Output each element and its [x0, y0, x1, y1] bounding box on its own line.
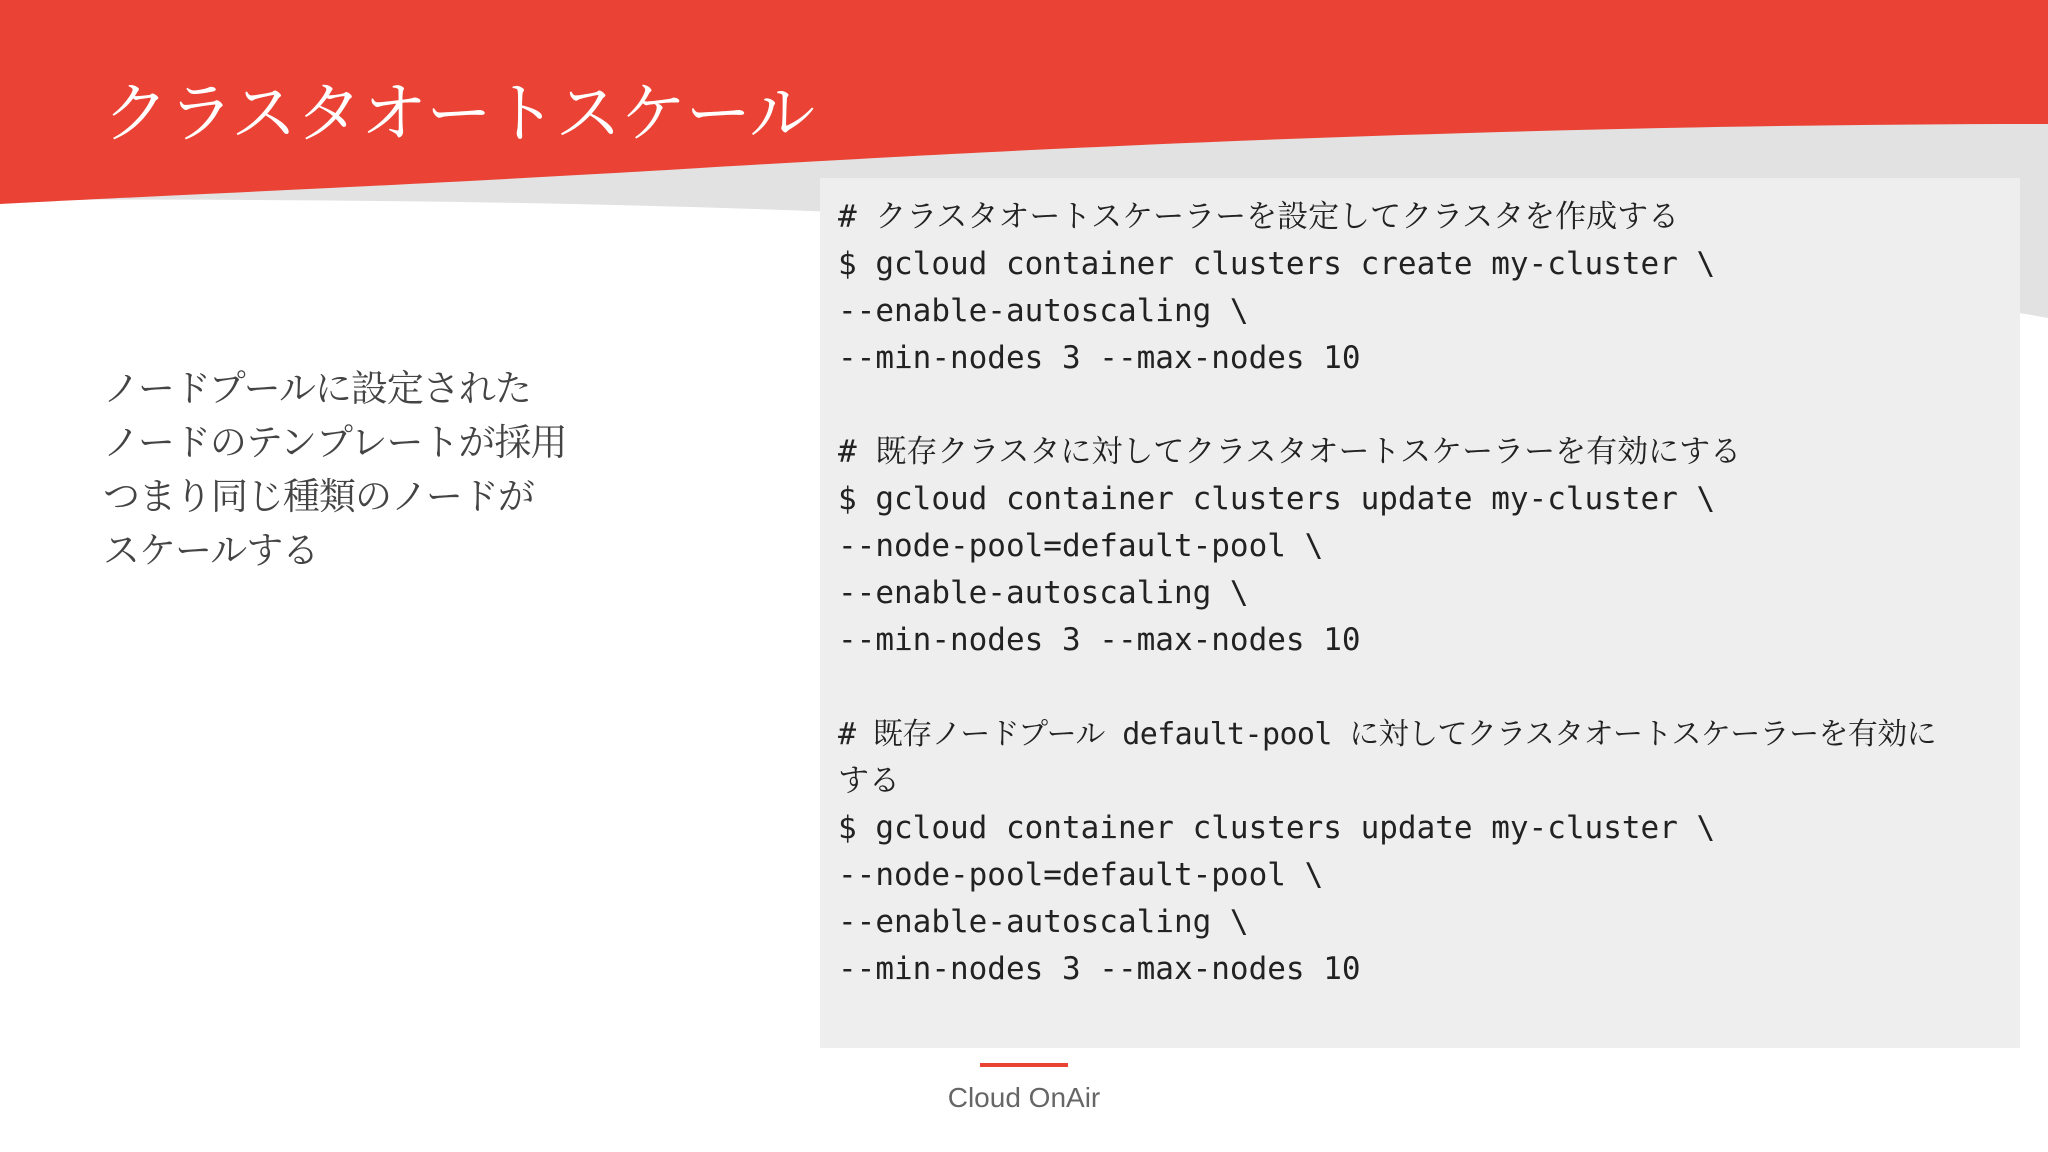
code-line: # クラスタオートスケーラーを設定してクラスタを作成する: [838, 199, 1680, 235]
body-text: [103, 362, 723, 578]
code-block: [820, 178, 2020, 1048]
code-line: --node-pool=default-pool \: [838, 528, 1324, 564]
code-line-blank: [838, 664, 2002, 711]
code-line: --enable-autoscaling \: [838, 575, 1249, 611]
slide-title: クラスタオートスケール: [103, 75, 815, 152]
body-line: ノードプールに設定された: [103, 367, 531, 410]
body-line: ノードのテンプレートが採用: [103, 421, 567, 464]
code-line: # 既存ノードプール default-pool に対してクラスタオートスケーラーを有効に: [838, 717, 1937, 752]
code-line: --enable-autoscaling \: [838, 293, 1249, 329]
code-line-blank: [838, 382, 2002, 429]
code-line: --enable-autoscaling \: [838, 904, 1249, 940]
code-line: する: [838, 763, 900, 799]
footer-brand: Cloud OnAir: [947, 1082, 1101, 1113]
code-line: $ gcloud container clusters update my-cluster \: [838, 481, 1716, 517]
body-line: つまり同じ種類のノードが: [103, 475, 534, 518]
code-line: --min-nodes 3 --max-nodes 10: [838, 340, 1361, 376]
body-line: スケールする: [103, 529, 319, 572]
code-line: $ gcloud container clusters update my-cluster \: [838, 810, 1716, 846]
code-line: $ gcloud container clusters create my-cluster \: [838, 246, 1716, 282]
code-line: --min-nodes 3 --max-nodes 10: [838, 951, 1361, 987]
code-line: --node-pool=default-pool \: [838, 857, 1324, 893]
code-line: --min-nodes 3 --max-nodes 10: [838, 622, 1361, 658]
code-line: # 既存クラスタに対してクラスタオートスケーラーを有効にする: [838, 434, 1742, 470]
footer-accent-bar: [980, 1063, 1068, 1067]
